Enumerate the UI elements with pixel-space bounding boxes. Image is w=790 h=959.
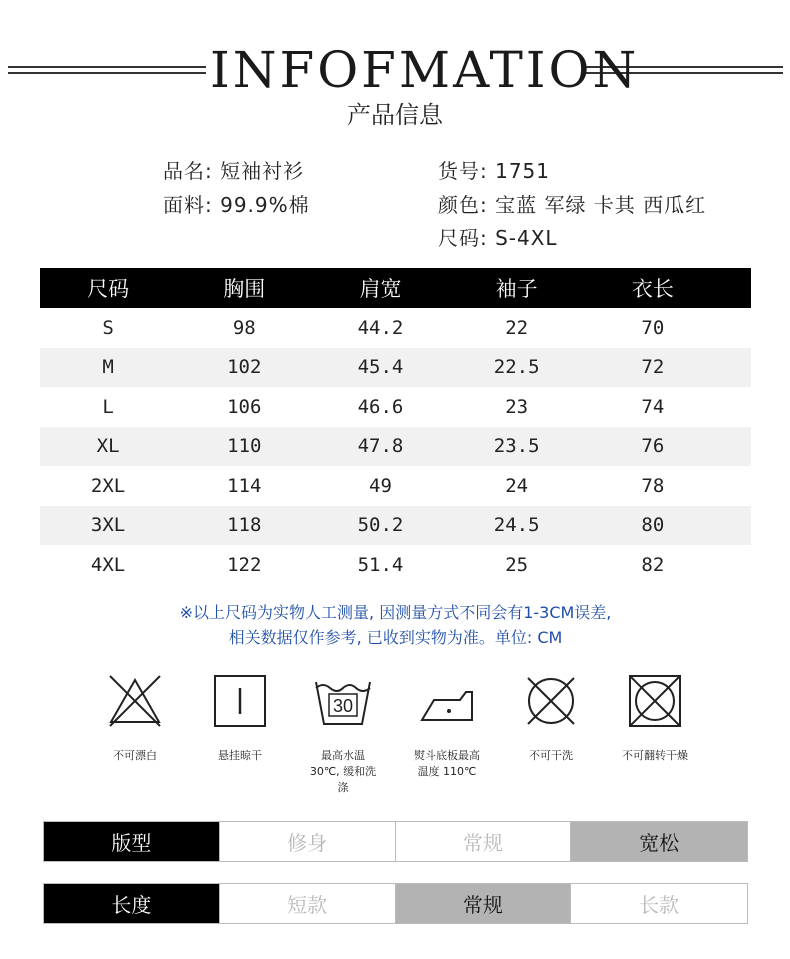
table-cell: 3XL: [90, 514, 126, 537]
no-bleach-icon: [106, 672, 164, 730]
size-table-header: [40, 268, 751, 308]
table-cell: 76: [641, 435, 665, 458]
table-cell: 2XL: [90, 474, 126, 497]
product-colors: 颜色: 宝蓝 军绿 卡其 西瓜红: [438, 193, 707, 217]
table-row: [40, 427, 751, 467]
table-cell: 118: [227, 514, 262, 537]
table-cell: 24: [505, 474, 529, 497]
product-sizes: 尺码: S-4XL: [438, 226, 558, 250]
table-row: [40, 545, 751, 585]
table-cell: 72: [641, 356, 665, 379]
table-cell: 78: [641, 474, 665, 497]
table-cell: L: [102, 395, 114, 418]
iron-icon: [416, 672, 478, 730]
table-cell: 47.8: [357, 435, 404, 458]
table-cell: 102: [227, 356, 262, 379]
length-option-regular: 常规: [396, 884, 572, 923]
wash-30-icon: [312, 672, 374, 730]
care-item-iron: [392, 672, 502, 780]
fit-option-regular: 常规: [396, 822, 572, 861]
table-row: [40, 387, 751, 427]
care-item-hang-dry: [185, 672, 295, 764]
care-item-no-tumble-dry: [600, 672, 710, 764]
page-title: INFOFMATION: [210, 41, 640, 99]
table-row: [40, 466, 751, 506]
size-table: [40, 268, 751, 585]
table-cell: 25: [505, 553, 529, 576]
table-row: [40, 506, 751, 546]
measurement-note-line1: ※以上尺码为实物人工测量, 因测量方式不同会有1-3CM误差,: [179, 603, 612, 622]
care-label: 不可翻转干燥: [622, 749, 688, 762]
table-cell: 23: [505, 395, 529, 418]
hang-dry-icon: [211, 672, 269, 730]
table-cell: 70: [641, 316, 665, 339]
product-item-no: 货号: 1751: [438, 159, 550, 183]
wash-temp: 30: [332, 696, 354, 716]
length-label: 长度: [44, 884, 220, 923]
table-cell: 22.5: [493, 356, 540, 379]
length-option-long: 长款: [571, 884, 747, 923]
table-cell: 50.2: [357, 514, 404, 537]
header-cell: 肩宽: [359, 277, 402, 301]
header-cell: 袖子: [495, 277, 538, 301]
header-cell: 衣长: [631, 277, 674, 301]
fit-option-loose: 宽松: [571, 822, 747, 861]
product-fabric: 面料: 99.9%棉: [163, 193, 310, 217]
fit-selector: [43, 821, 748, 862]
table-cell: XL: [96, 435, 120, 458]
table-cell: 45.4: [357, 356, 404, 379]
measurement-note-line2: 相关数据仅作参考, 已收到实物为准。单位: CM: [228, 628, 563, 647]
care-label: 不可漂白: [113, 749, 157, 762]
table-cell: 22: [505, 316, 529, 339]
table-cell: 24.5: [493, 514, 540, 537]
fit-label: 版型: [44, 822, 220, 861]
table-cell: 74: [641, 395, 665, 418]
table-cell: 46.6: [357, 395, 404, 418]
table-cell: S: [102, 316, 114, 339]
header-cell: 胸围: [223, 277, 266, 301]
length-option-short: 短款: [220, 884, 396, 923]
table-cell: 23.5: [493, 435, 540, 458]
table-cell: 122: [227, 553, 262, 576]
care-label: 最高水温 30℃, 缓和洗涤: [309, 749, 377, 794]
care-item-wash-30: [288, 672, 398, 796]
table-cell: 114: [227, 474, 262, 497]
table-cell: 4XL: [90, 553, 126, 576]
table-cell: 51.4: [357, 553, 404, 576]
length-selector: [43, 883, 748, 924]
no-dry-clean-icon: [522, 672, 580, 730]
table-cell: 44.2: [357, 316, 404, 339]
care-label: 悬挂晾干: [218, 749, 262, 762]
fit-option-slim: 修身: [220, 822, 396, 861]
table-cell: 49: [369, 474, 392, 497]
care-item-no-bleach: [80, 672, 190, 764]
header-rule-left: [8, 66, 206, 74]
table-cell: 110: [227, 435, 262, 458]
no-tumble-dry-icon: [626, 672, 684, 730]
table-cell: 106: [227, 395, 262, 418]
care-label: 不可干洗: [529, 749, 573, 762]
care-label: 熨斗底板最高温度 110℃: [414, 749, 480, 778]
table-cell: M: [102, 356, 114, 379]
page-subtitle: 产品信息: [347, 101, 443, 129]
table-cell: 80: [641, 514, 665, 537]
header-cell: 尺码: [87, 277, 130, 301]
table-row: [40, 308, 751, 348]
table-cell: 82: [641, 553, 665, 576]
table-cell: 98: [232, 316, 256, 339]
table-row: [40, 348, 751, 388]
product-name: 品名: 短袖衬衫: [163, 159, 305, 183]
care-item-no-dry-clean: [496, 672, 606, 764]
